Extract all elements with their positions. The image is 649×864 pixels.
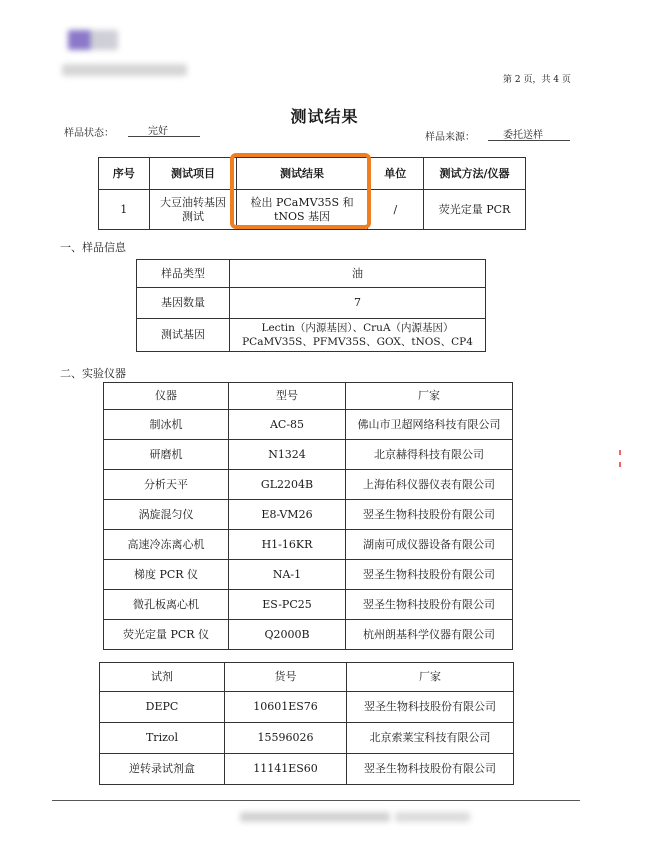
reagent-catalog: 15596026: [225, 723, 347, 754]
test-genes-value: [230, 319, 486, 352]
reagent-catalog: 11141ES60: [225, 754, 347, 785]
reagent-header-catalog: 货号: [225, 663, 347, 692]
header-unit: 单位: [367, 158, 423, 190]
sample-source-underline: [488, 140, 570, 141]
inst-model: NA-1: [229, 560, 346, 590]
inst-name: 荧光定量 PCR 仪: [104, 620, 229, 650]
test-genes-label: 测试基因: [137, 319, 230, 352]
table-row: [104, 410, 513, 440]
gene-count-row: [137, 288, 486, 319]
table-row: [104, 530, 513, 560]
row-result-line1: 检出 PCaMV35S 和: [250, 195, 354, 209]
table-row: [104, 620, 513, 650]
gene-count-value: 7: [230, 288, 486, 319]
inst-name: 微孔板离心机: [104, 590, 229, 620]
row-method: 荧光定量 PCR: [424, 190, 526, 230]
gene-count-label: 基因数量: [137, 288, 230, 319]
inst-maker: 湖南可成仪器设备有限公司: [346, 530, 513, 560]
table-row: [104, 440, 513, 470]
table-row: [100, 754, 514, 785]
inst-maker: 佛山市卫超网络科技有限公司: [346, 410, 513, 440]
inst-name: 分析天平: [104, 470, 229, 500]
row-no: 1: [99, 190, 150, 230]
reagents-header-row: [100, 663, 514, 692]
row-unit: /: [367, 190, 423, 230]
test-genes-row: [137, 319, 486, 352]
header-item: 测试项目: [149, 158, 237, 190]
inst-model: H1-16KR: [229, 530, 346, 560]
test-genes-line1: Lectin（内源基因）、CruA（内源基因）: [261, 322, 454, 334]
instruments-header-row: [104, 383, 513, 410]
reagent-name: 逆转录试剂盒: [100, 754, 225, 785]
result-highlight-box: [230, 153, 371, 229]
inst-model: Q2000B: [229, 620, 346, 650]
table-row: [100, 723, 514, 754]
inst-name: 制冰机: [104, 410, 229, 440]
inst-maker: 上海佑科仪器仪表有限公司: [346, 470, 513, 500]
reagents-table: [99, 662, 514, 785]
reagent-header-name: 试剂: [100, 663, 225, 692]
inst-model: E8-VM26: [229, 500, 346, 530]
inst-model: ES-PC25: [229, 590, 346, 620]
sample-type-value: 油: [230, 260, 486, 288]
sample-state-value: 完好: [148, 126, 168, 137]
table-row: [104, 590, 513, 620]
reagent-name: DEPC: [100, 692, 225, 723]
sample-source-label: 样品来源：: [425, 132, 475, 143]
margin-mark: [619, 450, 621, 455]
inst-maker: 翌圣生物科技股份有限公司: [346, 560, 513, 590]
reagent-maker: 北京索莱宝科技有限公司: [347, 723, 514, 754]
inst-model: GL2204B: [229, 470, 346, 500]
blurred-footer-text-2: [395, 812, 470, 822]
inst-header-name: 仪器: [104, 383, 229, 410]
sample-info-table: [136, 259, 486, 352]
sample-state-label: 样品状态：: [64, 128, 114, 139]
sample-type-label: 样品类型: [137, 260, 230, 288]
inst-name: 梯度 PCR 仪: [104, 560, 229, 590]
table-row: [104, 470, 513, 500]
reagent-header-maker: 厂家: [347, 663, 514, 692]
header-method: 测试方法/仪器: [424, 158, 526, 190]
table-row: [100, 692, 514, 723]
inst-name: 高速冷冻离心机: [104, 530, 229, 560]
reagent-maker: 翌圣生物科技股份有限公司: [347, 692, 514, 723]
inst-name: 涡旋混匀仪: [104, 500, 229, 530]
section-sample-info: 一、样品信息: [60, 241, 126, 254]
row-item-line2: 测试: [182, 209, 204, 223]
inst-maker: 翌圣生物科技股份有限公司: [346, 590, 513, 620]
inst-model: AC-85: [229, 410, 346, 440]
margin-mark: [619, 462, 621, 467]
blurred-header-text: [62, 64, 187, 76]
blurred-logo: [68, 30, 118, 50]
reagent-catalog: 10601ES76: [225, 692, 347, 723]
table-row: [104, 560, 513, 590]
page-title: 测试结果: [290, 107, 359, 126]
blurred-footer-text: [240, 812, 390, 822]
row-item-line1: 大豆油转基因: [160, 195, 226, 209]
row-item: [149, 190, 237, 230]
sample-state-underline: [128, 136, 200, 137]
instruments-table: [103, 382, 513, 650]
inst-header-maker: 厂家: [346, 383, 513, 410]
row-result-line2: tNOS 基因: [273, 209, 331, 223]
header-result: 测试结果: [237, 158, 367, 190]
header-no: 序号: [99, 158, 150, 190]
table-row: [104, 500, 513, 530]
sample-source-value: 委托送样: [503, 130, 543, 141]
inst-maker: 北京赫得科技有限公司: [346, 440, 513, 470]
reagent-maker: 翌圣生物科技股份有限公司: [347, 754, 514, 785]
sample-type-row: [137, 260, 486, 288]
inst-model: N1324: [229, 440, 346, 470]
inst-name: 研磨机: [104, 440, 229, 470]
section-instruments: 二、实验仪器: [60, 367, 126, 380]
inst-maker: 翌圣生物科技股份有限公司: [346, 500, 513, 530]
inst-maker: 杭州朗基科学仪器有限公司: [346, 620, 513, 650]
page-number: 第 2 页，共 4 页: [503, 75, 571, 85]
test-genes-line2: PCaMV35S、PFMV35S、GOX、tNOS、CP4: [242, 336, 473, 348]
footer-divider: [52, 800, 580, 801]
inst-header-model: 型号: [229, 383, 346, 410]
reagent-name: Trizol: [100, 723, 225, 754]
